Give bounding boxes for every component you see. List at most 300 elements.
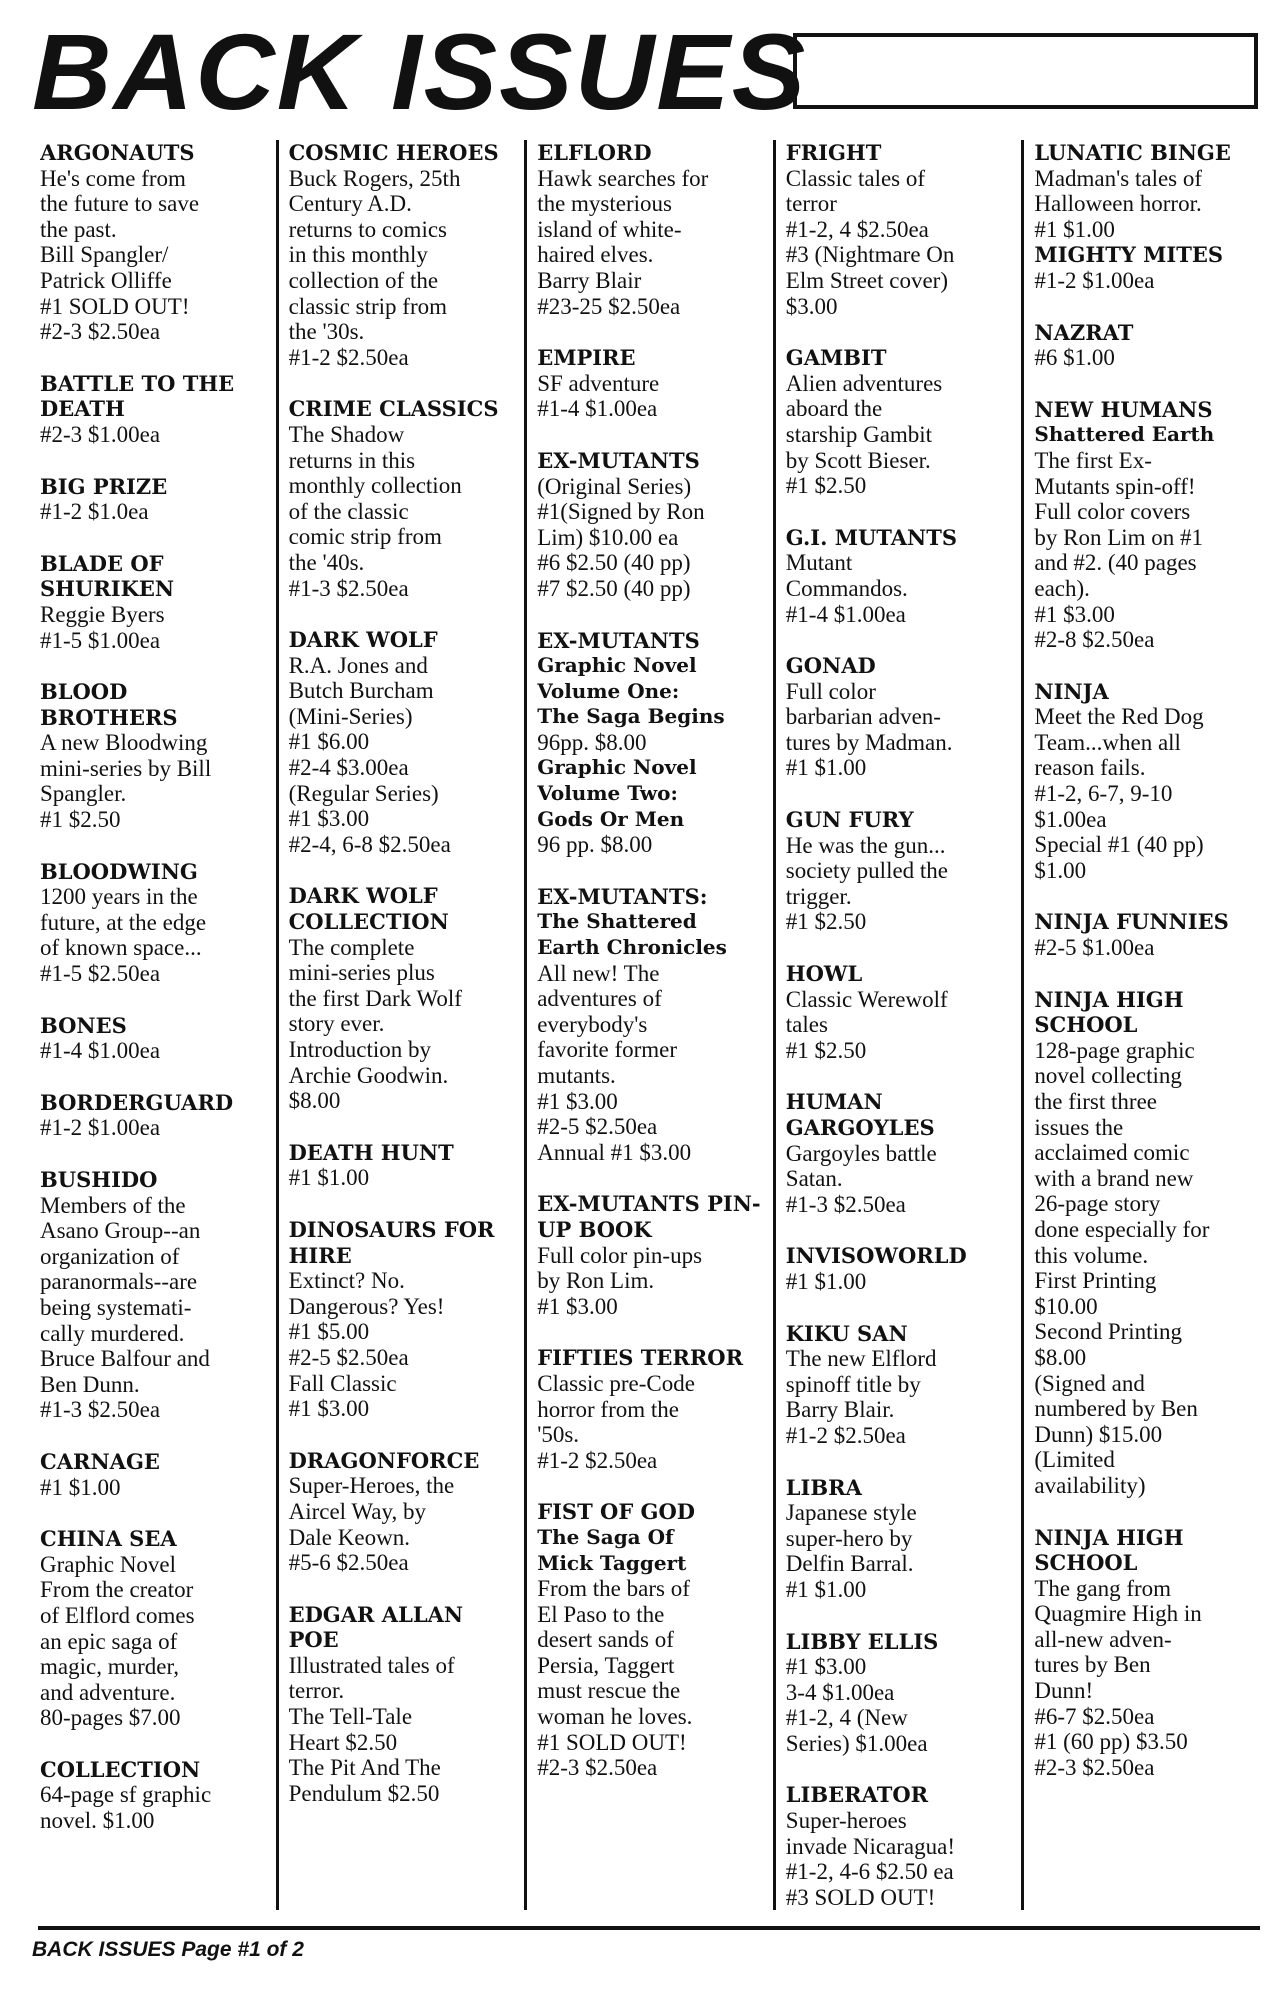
- entry-line: #2-4 $3.00ea: [288, 755, 409, 781]
- page-footer: BACK ISSUES Page #1 of 2: [32, 1938, 304, 1961]
- entry-line: Hawk searches for: [537, 165, 709, 191]
- entry-line: novel collecting: [1034, 1063, 1182, 1089]
- bottom-rule: [38, 1926, 1260, 1930]
- catalog-entry: [289, 627, 517, 857]
- entry-line: of Elflord comes: [40, 1602, 195, 1628]
- entry-line: SF adventure: [537, 370, 660, 396]
- catalog-entry: [786, 1089, 1014, 1217]
- entry-line: #1 $2.50: [785, 909, 867, 935]
- entry-title: DEATH HUNT: [288, 1139, 454, 1165]
- entry-line: paranormals--are: [40, 1269, 198, 1295]
- entry-line: tures by Ben: [1034, 1652, 1151, 1678]
- entry-line: being systemati-: [40, 1294, 192, 1320]
- entry-line: Elm Street cover): [785, 267, 948, 293]
- entry-title: BLADE OF SHURIKEN: [40, 550, 175, 602]
- catalog-column-4: [776, 140, 1025, 1910]
- entry-line: #1-3 $2.50ea: [785, 1191, 906, 1217]
- entry-line: $1.00: [1034, 857, 1087, 883]
- entry-title: BUSHIDO: [40, 1167, 158, 1192]
- entry-title: CARNAGE: [40, 1448, 160, 1474]
- entry-line: terror: [785, 191, 837, 217]
- catalog-entry: [40, 859, 268, 987]
- entry-line: reason fails.: [1034, 755, 1146, 781]
- entry-line: starship Gambit: [785, 421, 933, 447]
- entry-subtitle: Graphic Novel: [537, 653, 697, 678]
- entry-title: CRIME CLASSICS: [288, 396, 499, 422]
- entry-line: #1 $1.00: [785, 1268, 867, 1294]
- entry-line: Pendulum $2.50: [288, 1780, 440, 1806]
- entry-line: #1 $3.00: [785, 1654, 867, 1680]
- entry-line: 128-page graphic: [1034, 1037, 1195, 1063]
- entry-line: everybody's: [537, 1011, 648, 1037]
- entry-line: Super-heroes: [785, 1808, 907, 1834]
- catalog-entry: [40, 1167, 268, 1423]
- entry-line: #1-4 $1.00ea: [537, 396, 658, 422]
- entry-line: each).: [1034, 575, 1090, 601]
- entry-line: #1-2, 4-6 $2.50 ea: [785, 1859, 954, 1885]
- entry-line: #1 SOLD OUT!: [40, 293, 190, 319]
- entry-line: Delfin Barral.: [785, 1551, 914, 1577]
- catalog-entry: [1034, 397, 1262, 653]
- entry-title: BIG PRIZE: [40, 473, 168, 499]
- entry-line: Butch Burcham: [288, 678, 434, 704]
- entry-line: A new Bloodwing: [40, 730, 208, 756]
- entry-line: in this monthly: [288, 242, 428, 268]
- entry-line: Special #1 (40 pp): [1034, 832, 1204, 858]
- page-title: BACK ISSUES: [32, 11, 808, 132]
- entry-line: Japanese style: [785, 1500, 917, 1526]
- entry-title: ARGONAUTS: [40, 140, 195, 165]
- entry-line: From the creator: [40, 1577, 194, 1603]
- catalog-entry: [289, 1217, 517, 1422]
- entry-line: society pulled the: [785, 858, 949, 884]
- entry-title: NEW HUMANS: [1034, 396, 1213, 422]
- entry-line: returns in this: [288, 447, 416, 473]
- entry-line: (Mini-Series): [288, 703, 413, 729]
- entry-line: Dangerous? Yes!: [288, 1293, 445, 1319]
- entry-line: Commandos.: [785, 575, 908, 601]
- entry-line: #2-5 $1.00ea: [1034, 935, 1155, 961]
- catalog-entry: [786, 140, 1014, 319]
- entry-line: #1-4 $1.00ea: [785, 601, 906, 627]
- entry-line: #1 (60 pp) $3.50: [1034, 1729, 1188, 1755]
- entry-line: horror from the: [537, 1396, 679, 1422]
- entry-line: The Pit And The: [288, 1755, 441, 1781]
- entry-line: an epic saga of: [40, 1628, 178, 1654]
- entry-line: Fall Classic: [288, 1370, 397, 1396]
- catalog-column-3: [527, 140, 776, 1910]
- entry-line: Introduction by: [288, 1037, 432, 1062]
- entry-line: desert sands of: [537, 1627, 674, 1653]
- entry-line: #1-2, 4 $2.50ea: [785, 216, 929, 242]
- entry-line: monthly collection: [288, 473, 462, 499]
- entry-line: #1 $2.50: [785, 1037, 867, 1063]
- entry-line: #2-3 $2.50ea: [40, 319, 161, 345]
- entry-line: woman he loves.: [537, 1704, 693, 1730]
- entry-line: $1.00ea: [1034, 806, 1107, 832]
- entry-title: EX-MUTANTS PIN-UP BOOK: [537, 1191, 761, 1242]
- catalog-entry: [537, 448, 765, 602]
- entry-line: Reggie Byers: [40, 601, 165, 627]
- entry-line: Century A.D.: [288, 191, 412, 217]
- entry-line: #1 $3.00: [537, 1293, 618, 1319]
- entry-title: KIKU SAN: [785, 1320, 908, 1346]
- entry-line: The first Ex-: [1034, 447, 1152, 473]
- entry-line: all-new adven-: [1034, 1626, 1172, 1652]
- catalog-entry: [786, 961, 1014, 1063]
- entry-line: and adventure.: [40, 1679, 176, 1705]
- entry-line: trigger.: [785, 883, 852, 909]
- entry-line: Graphic Novel: [40, 1551, 177, 1577]
- entry-title: NINJA HIGH SCHOOL: [1034, 1524, 1184, 1576]
- entry-line: done especially for: [1034, 1216, 1210, 1242]
- entry-line: Illustrated tales of: [288, 1652, 455, 1678]
- catalog-entry: [289, 1448, 517, 1576]
- entry-title: BONES: [40, 1012, 127, 1038]
- entry-line: organization of: [40, 1243, 180, 1269]
- entry-line: the past.: [40, 216, 117, 242]
- entry-subtitle: Volume Two:: [537, 781, 678, 806]
- entry-line: Mutant: [785, 550, 853, 576]
- entry-line: Dale Keown.: [288, 1524, 410, 1550]
- entry-title: DARK WOLF: [288, 627, 438, 653]
- entry-line: #1-2, 6-7, 9-10: [1034, 781, 1173, 807]
- entry-line: by Ron Lim.: [537, 1268, 655, 1294]
- entry-line: #1 $6.00: [288, 729, 370, 755]
- entry-line: the '40s.: [288, 549, 365, 575]
- entry-line: super-hero by: [785, 1525, 913, 1551]
- catalog-entry: [40, 1090, 268, 1141]
- entry-line: Halloween horror.: [1034, 191, 1202, 217]
- entry-line: #3 (Nightmare On: [785, 242, 955, 268]
- catalog-entry: [1034, 909, 1262, 960]
- entry-line: invade Nicaragua!: [785, 1833, 955, 1859]
- entry-line: numbered by Ben: [1034, 1396, 1198, 1422]
- entry-title: COLLECTION: [40, 1756, 201, 1782]
- entry-title: BORDERGUARD: [40, 1089, 234, 1115]
- catalog-entry: [40, 140, 268, 345]
- entry-subtitle: Mick Taggert: [537, 1550, 687, 1575]
- entry-line: Classic tales of: [785, 165, 926, 191]
- catalog-columns: [40, 140, 1262, 1910]
- entry-subtitle: Graphic Novel: [537, 755, 697, 780]
- entry-line: #5-6 $2.50ea: [288, 1550, 409, 1576]
- entry-title: NINJA HIGH SCHOOL: [1034, 986, 1184, 1038]
- entry-title: NAZRAT: [1034, 319, 1134, 345]
- entry-line: tures by Madman.: [785, 729, 953, 755]
- entry-subtitle: Earth Chronicles: [537, 935, 727, 960]
- catalog-entry: [786, 1243, 1014, 1294]
- entry-title: G.I. MUTANTS: [785, 524, 958, 550]
- entry-line: #1-5 $1.00ea: [40, 627, 161, 653]
- entry-title: DINOSAURS FOR HIRE: [288, 1216, 495, 1268]
- entry-line: aboard the: [785, 396, 883, 422]
- entry-line: '50s.: [537, 1422, 580, 1448]
- catalog-entry: [786, 1321, 1014, 1449]
- entry-line: Annual #1 $3.00: [537, 1139, 692, 1165]
- entry-line: El Paso to the: [537, 1601, 665, 1627]
- entry-line: by Scott Bieser.: [785, 447, 931, 473]
- catalog-entry: [786, 807, 1014, 935]
- entry-line: Archie Goodwin.: [288, 1062, 449, 1088]
- catalog-entry: [537, 1191, 765, 1319]
- entry-line: Persia, Taggert: [537, 1652, 675, 1678]
- entry-line: mini-series plus: [288, 960, 435, 986]
- entry-title: ELFLORD: [537, 140, 652, 165]
- entry-title: LIBBY ELLIS: [785, 1628, 939, 1654]
- catalog-entry: [289, 396, 517, 601]
- entry-line: Classic Werewolf: [785, 986, 948, 1012]
- entry-line: Mutants spin-off!: [1034, 473, 1196, 499]
- entry-subtitle: Shattered Earth: [1034, 422, 1215, 447]
- entry-line: favorite former: [537, 1037, 678, 1063]
- entry-line: Patrick Olliffe: [40, 267, 172, 293]
- entry-line: The complete: [288, 934, 415, 960]
- entry-line: #1-2 $1.00ea: [40, 1115, 161, 1141]
- catalog-entry: [1034, 679, 1262, 884]
- catalog-entry: [537, 1499, 765, 1781]
- entry-line: #1-2 $2.50ea: [785, 1422, 906, 1448]
- entry-line: #6 $1.00: [1034, 345, 1115, 371]
- entry-line: Dunn) $15.00: [1034, 1421, 1163, 1447]
- entry-line: #1-2 $1.00ea: [1034, 267, 1155, 293]
- entry-line: All new! The: [537, 960, 660, 986]
- entry-title: INVISOWORLD: [785, 1243, 967, 1269]
- catalog-entry: [786, 1629, 1014, 1757]
- entry-line: #2-8 $2.50ea: [1034, 627, 1155, 653]
- entry-line: 3-4 $1.00ea: [785, 1679, 895, 1705]
- catalog-entry: [289, 883, 517, 1113]
- catalog-entry: [1034, 242, 1262, 293]
- entry-line: magic, murder,: [40, 1654, 179, 1680]
- entry-line: Bill Spangler/: [40, 242, 169, 268]
- entry-line: Spangler.: [40, 781, 127, 807]
- entry-line: He was the gun...: [785, 832, 946, 858]
- entry-line: #1-5 $2.50ea: [40, 961, 161, 987]
- entry-line: #1-2 $2.50ea: [288, 344, 409, 370]
- entry-line: island of white-: [537, 216, 682, 242]
- entry-line: by Ron Lim on #1: [1034, 524, 1204, 550]
- entry-line: Dunn!: [1034, 1678, 1094, 1704]
- entry-line: tales: [785, 1012, 828, 1038]
- entry-line: #1-2, 4 (New: [785, 1705, 908, 1731]
- entry-line: The gang from: [1034, 1575, 1172, 1601]
- entry-line: of known space...: [40, 935, 202, 961]
- entry-line: with a brand new: [1034, 1165, 1194, 1191]
- catalog-entry: [289, 140, 517, 370]
- entry-line: #1-4 $1.00ea: [40, 1038, 161, 1064]
- entry-line: $8.00: [288, 1088, 341, 1114]
- entry-line: #1 $5.00: [288, 1319, 370, 1345]
- entry-line: #2-5 $2.50ea: [537, 1114, 658, 1140]
- entry-line: #1 $1.00: [785, 1576, 867, 1602]
- entry-line: cally murdered.: [40, 1320, 185, 1346]
- entry-line: #6-7 $2.50ea: [1034, 1703, 1155, 1729]
- catalog-entry: [537, 140, 765, 319]
- catalog-entry: [786, 525, 1014, 627]
- catalog-entry: [537, 345, 765, 422]
- entry-line: From the bars of: [537, 1576, 690, 1602]
- entry-title: FIST OF GOD: [537, 1499, 695, 1525]
- entry-title: DRAGONFORCE: [288, 1447, 480, 1473]
- entry-title: EX-MUTANTS:: [537, 883, 708, 909]
- entry-line: #1 $1.00: [785, 755, 867, 781]
- entry-title: EX-MUTANTS: [537, 627, 700, 653]
- entry-line: #1 $3.00: [288, 1396, 370, 1422]
- entry-title: LIBERATOR: [785, 1782, 929, 1808]
- catalog-entry: [40, 1449, 268, 1500]
- entry-title: CHINA SEA: [40, 1526, 177, 1552]
- entry-line: Second Printing: [1034, 1319, 1182, 1345]
- entry-title: FRIGHT: [785, 140, 882, 165]
- catalog-entry: [537, 884, 765, 1166]
- entry-line: #1 $1.00: [288, 1165, 370, 1191]
- entry-subtitle: Volume One:: [537, 678, 680, 703]
- entry-line: Quagmire High in: [1034, 1601, 1202, 1627]
- catalog-entry: [40, 551, 268, 653]
- entry-line: the first Dark Wolf: [288, 985, 462, 1011]
- catalog-entry: [40, 1526, 268, 1731]
- entry-line: story ever.: [288, 1011, 385, 1037]
- entry-line: #23-25 $2.50ea: [537, 293, 681, 319]
- catalog-entry: [1034, 320, 1262, 371]
- entry-line: #2-3 $1.00ea: [40, 421, 161, 447]
- entry-line: R.A. Jones and: [288, 652, 428, 678]
- entry-line: #1 $3.00: [288, 806, 370, 832]
- entry-line: Satan.: [785, 1166, 843, 1192]
- entry-line: #1 $3.00: [1034, 601, 1115, 627]
- entry-title: EX-MUTANTS: [537, 447, 700, 473]
- catalog-column-5: [1024, 140, 1262, 1910]
- entry-line: Lim) $10.00 ea: [537, 524, 679, 550]
- entry-title: BLOOD BROTHERS: [40, 679, 178, 730]
- catalog-entry: [537, 628, 765, 858]
- entry-line: Super-Heroes, the: [288, 1473, 455, 1499]
- entry-line: (Signed and: [1034, 1370, 1145, 1396]
- entry-line: novel. $1.00: [40, 1808, 155, 1834]
- entry-line: must rescue the: [537, 1678, 681, 1704]
- entry-line: future, at the edge: [40, 909, 207, 935]
- entry-line: Full color: [785, 678, 876, 704]
- entry-line: mini-series by Bill: [40, 755, 212, 781]
- entry-line: Bruce Balfour and: [40, 1346, 210, 1372]
- entry-line: #2-4, 6-8 $2.50ea: [288, 831, 451, 857]
- entry-line: Madman's tales of: [1034, 165, 1203, 191]
- catalog-entry: [40, 371, 268, 448]
- entry-line: Meet the Red Dog: [1034, 704, 1204, 730]
- entry-line: Barry Blair.: [785, 1397, 895, 1423]
- entry-title: BLOODWING: [40, 858, 198, 884]
- catalog-entry: [40, 1757, 268, 1834]
- entry-line: #1 $2.50: [785, 473, 867, 499]
- entry-line: mutants.: [537, 1063, 616, 1088]
- entry-line: #1-2 $2.50ea: [537, 1447, 658, 1473]
- entry-line: Team...when all: [1034, 729, 1181, 755]
- entry-title: GONAD: [785, 653, 876, 679]
- entry-title: HOWL: [785, 961, 863, 987]
- entry-line: #1 $3.00: [537, 1088, 618, 1114]
- entry-line: First Printing: [1034, 1268, 1157, 1294]
- entry-line: Gargoyles battle: [785, 1140, 937, 1166]
- entry-line: The Shadow: [288, 421, 405, 447]
- catalog-entry: [786, 1782, 1014, 1910]
- entry-line: Full color pin-ups: [537, 1242, 703, 1268]
- entry-title: COSMIC HEROES: [288, 140, 499, 165]
- entry-title: NINJA: [1034, 678, 1109, 704]
- entry-line: of the classic: [288, 498, 409, 524]
- entry-title: BATTLE TO THE DEATH: [40, 370, 235, 422]
- entry-line: 80-pages $7.00: [40, 1705, 181, 1731]
- entry-title: EMPIRE: [537, 345, 636, 371]
- entry-line: classic strip from: [288, 293, 447, 319]
- entry-line: 64-page sf graphic: [40, 1782, 212, 1808]
- entry-line: #1-2 $1.0ea: [40, 499, 149, 525]
- entry-line: (Limited: [1034, 1447, 1115, 1473]
- entry-line: $10.00: [1034, 1293, 1098, 1319]
- entry-line: adventures of: [537, 986, 662, 1012]
- catalog-entry: [1034, 140, 1262, 242]
- entry-line: #7 $2.50 (40 pp): [537, 575, 691, 601]
- catalog-column-1: [40, 140, 279, 1910]
- entry-line: issues the: [1034, 1114, 1124, 1140]
- entry-line: the first three: [1034, 1089, 1157, 1114]
- entry-line: The Tell-Tale: [288, 1704, 413, 1730]
- entry-line: (Original Series): [537, 473, 692, 499]
- entry-line: #1 $1.00: [40, 1474, 121, 1500]
- entry-title: LIBRA: [785, 1474, 862, 1500]
- entry-line: #1 $1.00: [1034, 216, 1115, 242]
- entry-line: 26-page story: [1034, 1191, 1161, 1217]
- entry-line: (Regular Series): [288, 780, 439, 806]
- entry-line: #6 $2.50 (40 pp): [537, 550, 691, 576]
- entry-line: #2-3 $2.50ea: [1034, 1754, 1155, 1780]
- entry-title: LUNATIC BINGE: [1034, 140, 1231, 165]
- entry-line: Heart $2.50: [288, 1729, 398, 1755]
- entry-line: He's come from: [40, 165, 186, 191]
- entry-line: #1-3 $2.50ea: [40, 1397, 161, 1423]
- entry-line: #1(Signed by Ron: [537, 499, 705, 525]
- entry-line: $8.00: [1034, 1344, 1087, 1370]
- entry-line: returns to comics: [288, 216, 447, 242]
- entry-subtitle: The Saga Begins: [537, 704, 725, 729]
- entry-line: Alien adventures: [785, 370, 943, 396]
- entry-line: Asano Group--an: [40, 1218, 201, 1244]
- catalog-entry: [537, 1345, 765, 1473]
- entry-line: 96 pp. $8.00: [537, 832, 653, 858]
- entry-line: Aircel Way, by: [288, 1498, 426, 1524]
- entry-title: GUN FURY: [785, 807, 914, 833]
- catalog-entry: [289, 1140, 517, 1191]
- entry-line: #1 SOLD OUT!: [537, 1729, 687, 1755]
- entry-title: NINJA FUNNIES: [1034, 909, 1229, 935]
- entry-line: the '30s.: [288, 319, 365, 345]
- entry-line: #1 $2.50: [40, 807, 121, 833]
- entry-title: EDGAR ALLAN POE: [288, 1601, 464, 1653]
- catalog-entry: [1034, 1525, 1262, 1781]
- catalog-entry: [1034, 987, 1262, 1499]
- catalog-column-2: [279, 140, 528, 1910]
- entry-line: 1200 years in the: [40, 884, 198, 910]
- entry-line: Buck Rogers, 25th: [288, 165, 461, 191]
- entry-title: FIFTIES TERROR: [537, 1345, 744, 1371]
- entry-line: acclaimed comic: [1034, 1140, 1190, 1166]
- entry-line: the future to save: [40, 191, 200, 217]
- entry-line: spinoff title by: [785, 1371, 921, 1397]
- entry-line: #1-3 $2.50ea: [288, 575, 409, 601]
- entry-line: Full color covers: [1034, 499, 1191, 525]
- entry-subtitle: Gods Or Men: [537, 806, 685, 831]
- entry-line: The new Elflord: [785, 1346, 937, 1372]
